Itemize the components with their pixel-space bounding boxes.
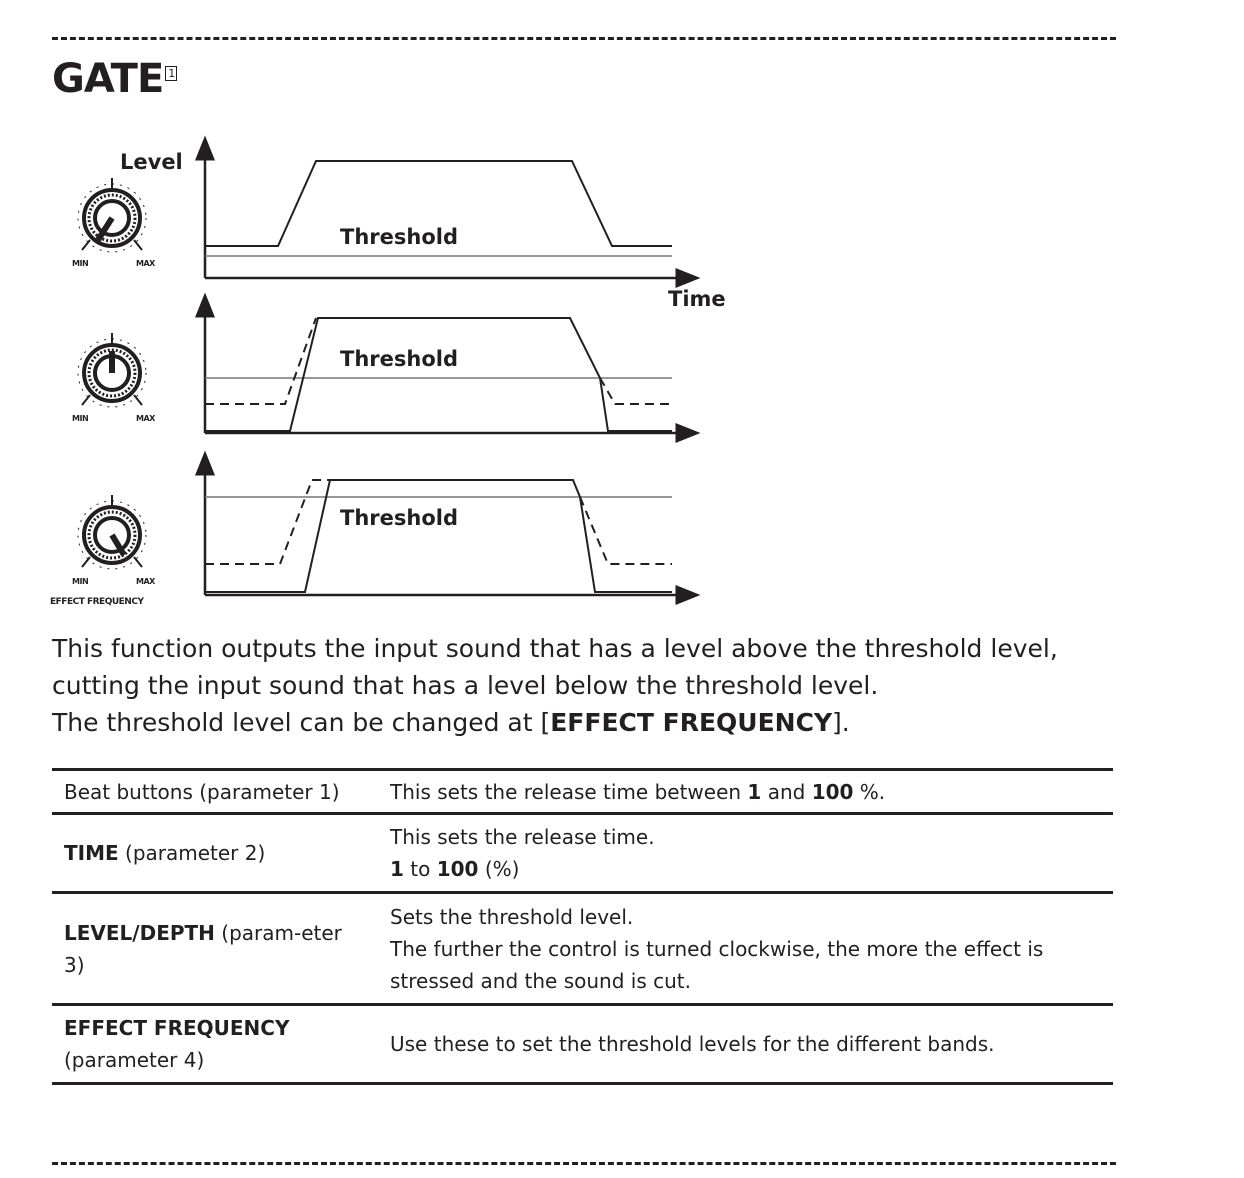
text: (%) (478, 857, 520, 881)
description-line (52, 704, 1058, 741)
param-number: (parameter 4) (64, 1048, 205, 1072)
text: to (403, 857, 437, 881)
text: 100 (436, 857, 479, 881)
knob-max-label: MAX (136, 259, 155, 268)
param-name: LEVEL/DEPTH (64, 920, 215, 945)
description-line: cutting the input sound that has a level below the threshold level. (52, 671, 879, 700)
param-name: Beat buttons (parameter 1) (64, 779, 340, 804)
title-badge: 1 (165, 66, 177, 81)
param-number: (parameter 2) (118, 841, 266, 865)
param-name: EFFECT FREQUENCY (64, 1016, 290, 1040)
threshold-label: Threshold (340, 225, 458, 249)
knob-icon (78, 178, 146, 252)
bottom-divider (52, 1162, 1116, 1165)
threshold-label: Threshold (340, 506, 458, 530)
text: Sets the threshold level. (390, 904, 634, 929)
table-row (52, 770, 1113, 814)
text: The further the control is turned clockwise, the more the effect is stressed and the sound is cut. (390, 936, 1044, 993)
knob-max-label: MAX (136, 414, 155, 423)
param-number: (param-eter 3) (64, 920, 342, 977)
desc-cell (378, 1005, 1113, 1084)
knob-icon (78, 333, 146, 407)
knob-icon (78, 495, 146, 569)
desc-cell (378, 770, 1113, 814)
description-line: This function outputs the input sound that has a level above the threshold level, (52, 634, 1058, 663)
knob-max-label: MAX (136, 577, 155, 586)
level-axis-label: Level (120, 150, 183, 174)
table-row (52, 1005, 1113, 1084)
desc-cell (378, 814, 1113, 893)
text: This sets the release time between (390, 779, 748, 804)
param-cell (52, 814, 378, 893)
text: and (761, 779, 812, 804)
text: 1 (390, 857, 404, 881)
desc-cell (378, 893, 1113, 1005)
time-axis-label: Time (668, 287, 726, 311)
title-text: GATE (52, 56, 164, 102)
text: 100 (811, 779, 854, 804)
knob-min-label: MIN (72, 259, 89, 268)
table-row (52, 893, 1113, 1005)
param-cell (52, 770, 378, 814)
knob-min-label: MIN (72, 577, 89, 586)
param-cell (52, 893, 378, 1005)
description (52, 630, 1058, 741)
text: ]. (832, 708, 850, 737)
control-name: EFFECT FREQUENCY (550, 708, 833, 737)
knob-caption: EFFECT FREQUENCY (50, 597, 144, 607)
text: This sets the release time. (390, 825, 655, 849)
param-cell (52, 1005, 378, 1084)
param-name: TIME (64, 841, 119, 865)
parameter-table (52, 768, 1113, 1085)
text: %. (853, 779, 886, 804)
text: Use these to set the threshold levels for the different bands. (390, 1032, 995, 1056)
text: The threshold level can be changed at [ (52, 708, 551, 737)
threshold-label: Threshold (340, 347, 458, 371)
text: 1 (747, 779, 762, 804)
range (390, 853, 1101, 885)
knob-min-label: MIN (72, 414, 89, 423)
table-row (52, 814, 1113, 893)
